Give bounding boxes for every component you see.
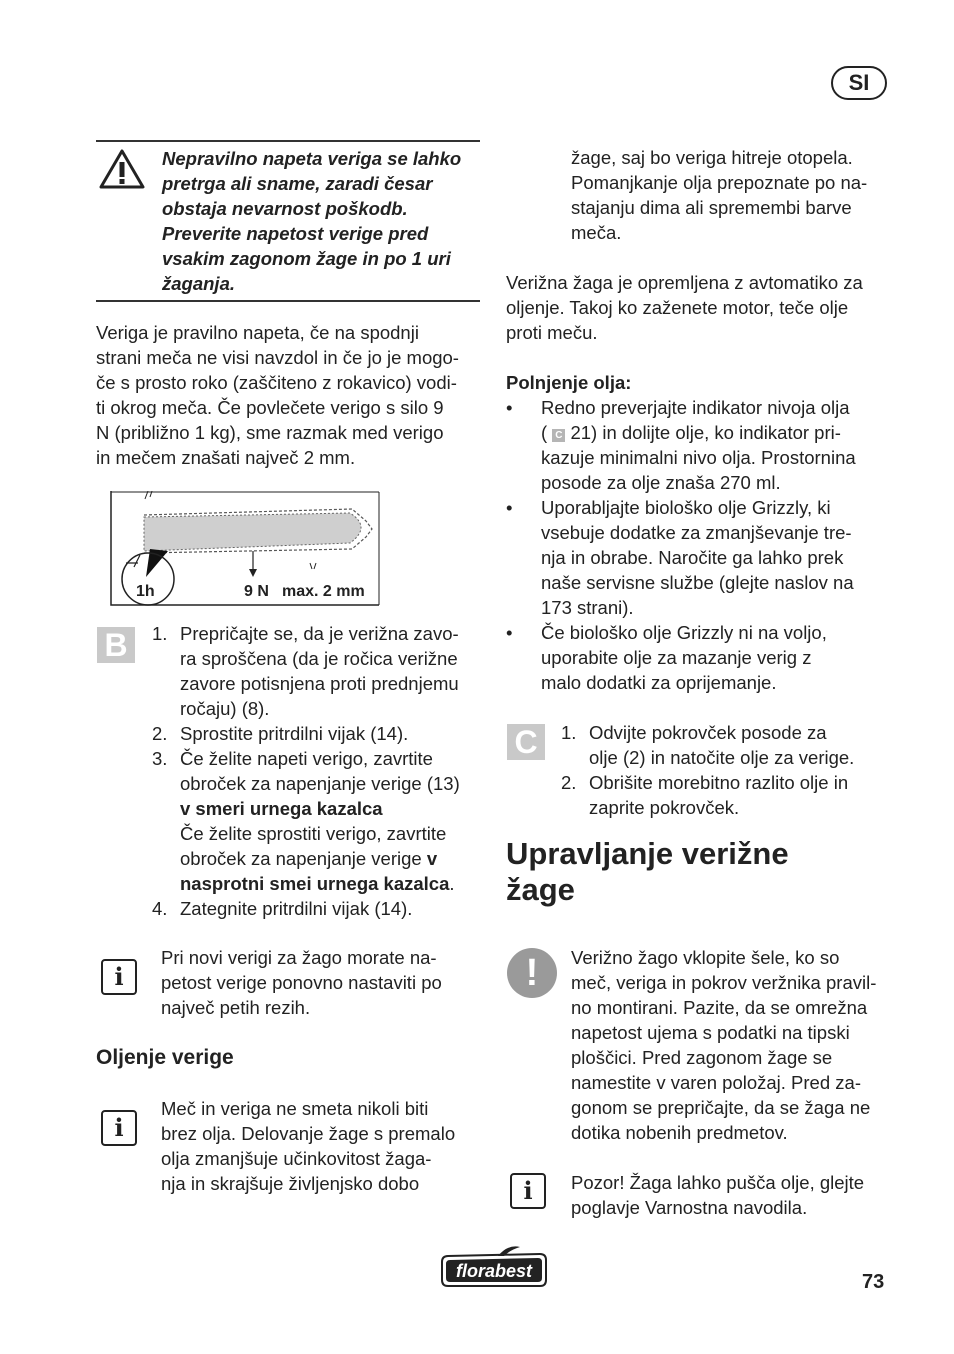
filling-heading: Polnjenje olja: (506, 372, 632, 393)
bullet-line: uporabite olje za mazanje verig z (541, 647, 812, 668)
step-line: zaprite pokrovček. (589, 797, 740, 818)
text-line: največ petih rezih. (161, 997, 311, 1018)
auto-oiling-paragraph (506, 270, 901, 345)
text-line: no montirani. Pazite, da se omrežna (571, 997, 868, 1018)
warning-line: pretrga ali sname, zaradi česar (162, 173, 433, 194)
text-line: strani meča ne visi navzdol in če jo je mogo- (96, 347, 459, 368)
text-line: olja zmanjšuje učinkovitost žaga- (161, 1148, 432, 1169)
bullet-line: Če biološko olje Grizzly ni na voljo, (541, 622, 827, 643)
info-icon: i (101, 1110, 137, 1146)
step-number: 1. (152, 623, 168, 644)
bullet-marker: • (506, 622, 513, 643)
figure-c-ref-icon: C (552, 429, 565, 442)
step-line: Prepričajte se, da je verižna zavo- (180, 623, 459, 644)
bullet-line: posode za olje znaša 270 ml. (541, 472, 781, 493)
section-c-steps (561, 720, 901, 820)
step-line: Sprostite pritrdilni vijak (14). (180, 723, 409, 744)
text-line: petost verige ponovno nastaviti po (161, 972, 442, 993)
text-line: ploščici. Pred zagonom žage se (571, 1047, 833, 1068)
step-line: Zategnite pritrdilni vijak (14). (180, 898, 413, 919)
step-line: Če želite napeti verigo, zavrtite (180, 748, 433, 769)
warning-line: Preverite napetost verige pred (162, 223, 429, 244)
info-note-new-chain (161, 945, 491, 1020)
text-line: oljenje. Takoj ko zaženete motor, teče olje (506, 297, 849, 318)
text-line: Veriga je pravilno napeta, če na spodnji (96, 322, 419, 343)
step-line (180, 846, 492, 871)
step-item (152, 746, 492, 896)
step-text: . (449, 873, 455, 894)
step-line: Obrišite morebitno razlito olje in (589, 772, 849, 793)
step-line-bold: v smeri urnega kazalca (180, 798, 383, 819)
text-line: Meč in veriga ne smeta nikoli biti (161, 1098, 429, 1119)
step-line: ra sproščena (da je ročica verižne (180, 648, 458, 669)
text-line: meča. (571, 222, 622, 243)
figure-force-label: 9 N (244, 583, 269, 600)
language-badge: SI (831, 66, 887, 100)
step-line: zavore potisnjena proti prednjemu (180, 673, 459, 694)
oiling-heading: Oljenje verige (96, 1046, 234, 1069)
chain-tension-figure (110, 491, 380, 606)
tension-paragraph (96, 320, 488, 470)
bullet-marker: • (506, 397, 513, 418)
info-note-oil-continued (571, 145, 901, 245)
info-note-oil (161, 1096, 491, 1196)
bullet-line: Uporabljajte biološko olje Grizzly, ki (541, 497, 831, 518)
operation-heading (506, 836, 906, 908)
text-line: proti meču. (506, 322, 598, 343)
text-line: ti okrog meča. Če povlečete verigo s silo 9 (96, 397, 444, 418)
warning-triangle-icon (98, 148, 146, 190)
page-number: 73 (862, 1271, 885, 1293)
step-line: Če želite sprostiti verigo, zavrtite (180, 823, 447, 844)
text-line: dotika nobenih predmetov. (571, 1122, 788, 1143)
bullet-line: Redno preverjajte indikator nivoja olja (541, 397, 850, 418)
bullet-line: vsebuje dodatke za zmanjševanje tre- (541, 522, 852, 543)
bullet-line: naše servisne službe (glejte naslov na (541, 572, 854, 593)
text-line: nja in skrajšuje življenjsko dobo (161, 1173, 420, 1194)
text-line: Pri novi verigi za žago morate na- (161, 947, 437, 968)
section-b-steps (152, 621, 492, 921)
warning-line: Nepravilno napeta veriga se lahko (162, 148, 462, 169)
bullet-text: 21) in dolijte olje, ko indikator pri- (565, 422, 841, 443)
warning-line: vsakim zagonom žage in po 1 uri (162, 248, 451, 269)
step-line: obroček za napenjanje verige (13) (180, 773, 460, 794)
step-text: obroček za napenjanje verige (180, 848, 427, 869)
step-line: olje (2) in natočite olje za verige. (589, 747, 855, 768)
bullet-line (541, 420, 901, 445)
text-line: poglavje Varnostna navodila. (571, 1197, 808, 1218)
text-line: gonom se prepričajte, da se žaga ne (571, 1097, 871, 1118)
section-b-badge: B (97, 627, 135, 663)
step-number: 2. (152, 723, 168, 744)
text-line: in mečem znašati največ 2 mm. (96, 447, 356, 468)
text-line: meč, veriga in pokrov veržnika pravil- (571, 972, 877, 993)
bullet-item (506, 495, 901, 620)
bullet-text: ( (541, 422, 548, 443)
florabest-logo (438, 1244, 550, 1290)
figure-time-label: 1h (136, 583, 155, 600)
step-number: 4. (152, 898, 168, 919)
step-number: 3. (152, 748, 168, 769)
figure-gap-label: max. 2 mm (282, 583, 365, 600)
step-line: ročaju) (8). (180, 698, 270, 719)
bullet-item (506, 620, 901, 695)
warning-text (162, 146, 484, 296)
warning-line: žaganja. (162, 273, 235, 294)
text-line: Pozor! Žaga lahko pušča olje, glejte (571, 1172, 865, 1193)
text-line: N (približno 1 kg), sme razmak med verigo (96, 422, 444, 443)
text-line: brez olja. Delovanje žage s premalo (161, 1123, 456, 1144)
operation-warning (571, 945, 901, 1145)
exclamation-icon: ! (507, 948, 557, 998)
step-item (152, 721, 492, 746)
heading-line: žage (506, 872, 575, 907)
step-line: Odvijte pokrovček posode za (589, 722, 827, 743)
step-item (152, 896, 492, 921)
bullet-marker: • (506, 497, 513, 518)
step-number: 2. (561, 772, 577, 793)
text-line: žage, saj bo veriga hitreje otopela. (571, 147, 853, 168)
text-line: napetost ujema s podatki na tipski (571, 1022, 850, 1043)
section-c-badge: C (507, 724, 545, 760)
text-line: namestite v varen položaj. Pred za- (571, 1072, 861, 1093)
bullet-line: malo dodatki za oprijemanje. (541, 672, 777, 693)
text-line: stajanju dima ali spremembi barve (571, 197, 852, 218)
bullet-item (506, 395, 901, 495)
step-item (152, 621, 492, 721)
info-icon: i (101, 959, 137, 995)
step-text-bold: nasprotni smei urnega kazalca (180, 873, 450, 894)
info-note-leak (571, 1170, 901, 1220)
text-line: če s prosto roko (zaščiteno z rokavico) vodi- (96, 372, 457, 393)
bullet-line: 173 strani). (541, 597, 634, 618)
step-line (180, 871, 492, 896)
logo-text: florabest (455, 1261, 533, 1281)
text-line: Verižno žago vklopite šele, ko so (571, 947, 840, 968)
step-item (561, 770, 901, 820)
info-icon: i (510, 1173, 546, 1209)
step-text-bold: v (426, 848, 438, 869)
bullet-line: nja in obrabe. Naročite ga lahko prek (541, 547, 844, 568)
bullet-line: kazuje minimalni nivo olja. Prostornina (541, 447, 856, 468)
text-line: Verižna žaga je opremljena z avtomatiko za (506, 272, 863, 293)
step-number: 1. (561, 722, 577, 743)
filling-bullets (506, 395, 901, 695)
heading-line: Upravljanje verižne (506, 836, 789, 871)
text-line: Pomanjkanje olja prepoznate po na- (571, 172, 868, 193)
warning-line: obstaja nevarnost poškodb. (162, 198, 408, 219)
step-item (561, 720, 901, 770)
